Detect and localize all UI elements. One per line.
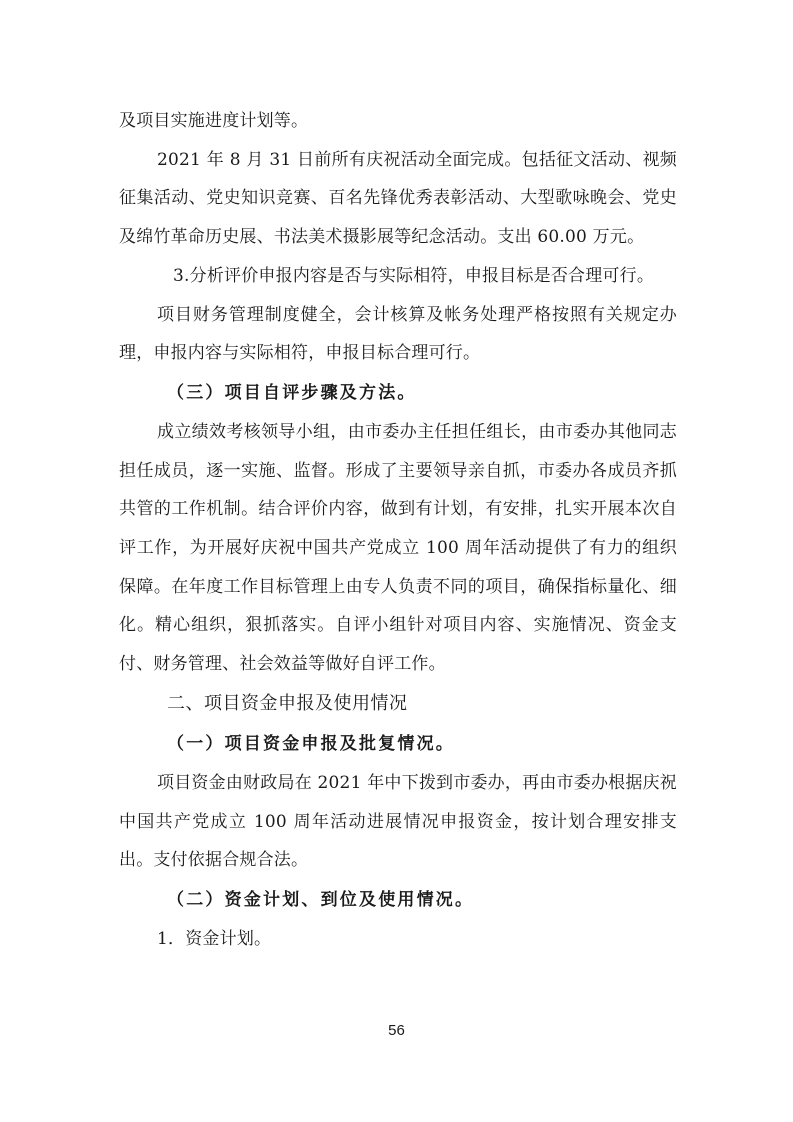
paragraph-fund-plan-item-1: 1．资金计划。 — [157, 928, 272, 949]
paragraph-activities-completion: 2021 年 8 月 31 日前所有庆祝活动全面完成。包括征文活动、视频征集活动、党史知识竞赛、百名先锋优秀表彰活动、大型歌咏晚会、党史及绵竹革命历史展、书法美术摄影展等纪念活动。支出 60.00 万元。 — [119, 149, 677, 248]
paragraph-financial-management: 项目财务管理制度健全，会计核算及帐务处理严格按照有关规定办理，申报内容与实际相符，申报目标合理可行。 — [119, 304, 677, 364]
paragraph-continuation: 及项目实施进度计划等。 — [119, 111, 309, 131]
document-body — [119, 102, 677, 959]
paragraph-analysis-item-3: 3.分析评价申报内容是否与实际相符，申报目标是否合理可行。 — [173, 265, 655, 286]
paragraph-fund-allocation: 项目资金由财政局在 2021 年中下拨到市委办，再由市委办根据庆祝中国共产党成立 100 周年活动进展情况申报资金，按计划合理安排支出。支付依据合规合法。 — [119, 772, 677, 871]
heading-fund-application-approval: （一）项目资金申报及批复情况。 — [167, 733, 455, 754]
page-number: 56 — [388, 1022, 405, 1039]
heading-fund-plan-usage: （二）资金计划、到位及使用情况。 — [167, 889, 475, 910]
paragraph-evaluation-team: 成立绩效考核领导小组，由市委办主任担任组长，由市委办其他同志担任成员，逐一实施、监督。形成了主要领导亲自抓，市委办各成员齐抓共管的工作机制。结合评价内容，做到有计划，有安排，扎实开展本次自评工作，为开展好庆祝中国共产党成立 100 周年活动提供了有力的组织保障。在年度工作目标管理上由专人负责不同的项目，确保指标量化、细化。精心组织，狠抓落实。自评小组针对项目内容、实施情况、资金支付、财务管理、社会效益等做好自评工作。 — [119, 421, 677, 675]
heading-self-evaluation-steps: （三）项目自评步骤及方法。 — [167, 382, 417, 403]
heading-fund-application-usage: 二、项目资金申报及使用情况 — [167, 692, 408, 714]
